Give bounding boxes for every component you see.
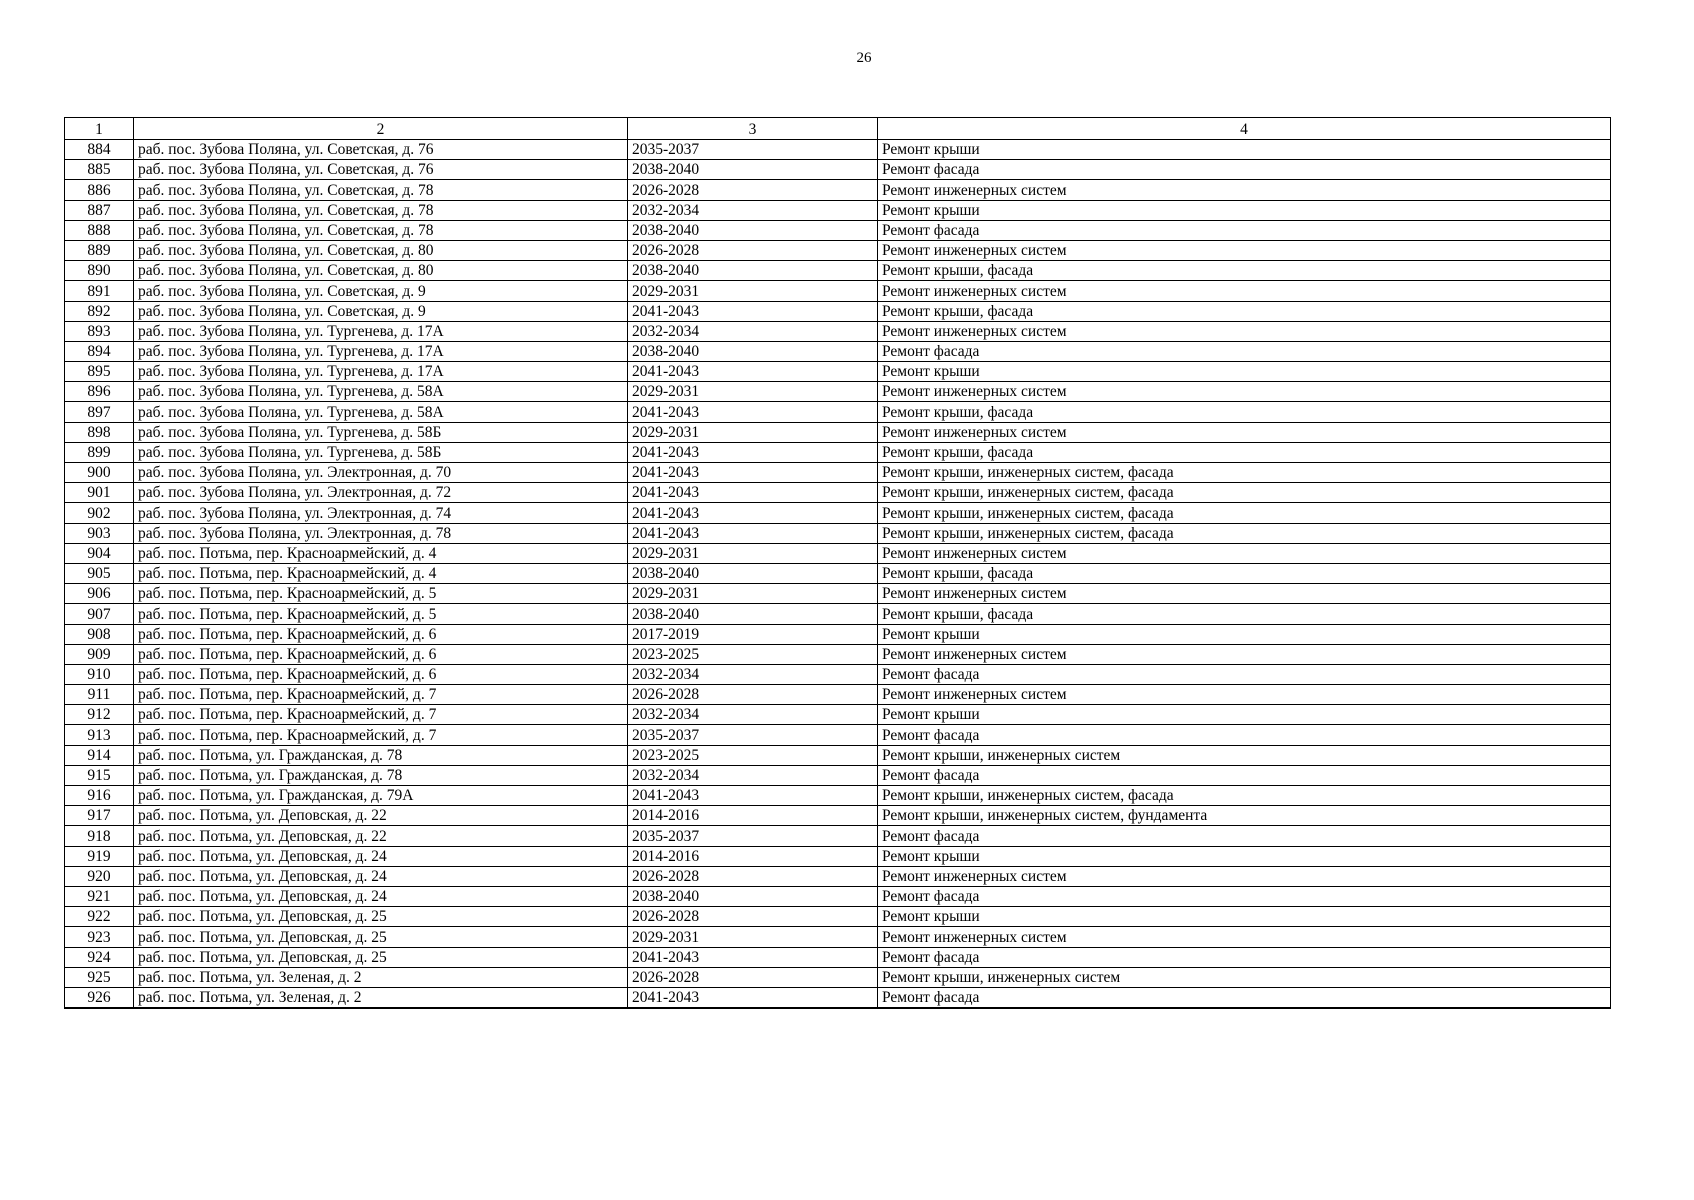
row-number-cell: 885 (65, 160, 134, 180)
period-cell: 2026-2028 (628, 907, 878, 927)
address-cell: раб. пос. Зубова Поляна, ул. Тургенева, д. 58А (134, 402, 628, 422)
work-type-cell: Ремонт крыши, фасада (878, 563, 1611, 583)
work-type-cell: Ремонт крыши, инженерных систем, фасада (878, 483, 1611, 503)
address-cell: раб. пос. Потьма, пер. Красноармейский, д. 7 (134, 705, 628, 725)
column-header-number: 1 (65, 118, 134, 140)
address-cell: раб. пос. Зубова Поляна, ул. Электронная, д. 78 (134, 523, 628, 543)
row-number-cell: 921 (65, 886, 134, 906)
table-row (65, 240, 1611, 260)
table-row (65, 705, 1611, 725)
work-type-cell: Ремонт инженерных систем (878, 543, 1611, 563)
table-row (65, 725, 1611, 745)
period-cell: 2038-2040 (628, 341, 878, 361)
address-cell: раб. пос. Потьма, ул. Зеленая, д. 2 (134, 967, 628, 987)
period-cell: 2041-2043 (628, 503, 878, 523)
period-cell: 2026-2028 (628, 180, 878, 200)
row-number-cell: 886 (65, 180, 134, 200)
row-number-cell: 900 (65, 463, 134, 483)
address-cell: раб. пос. Потьма, ул. Гражданская, д. 78 (134, 765, 628, 785)
address-cell: раб. пос. Потьма, пер. Красноармейский, д. 5 (134, 584, 628, 604)
address-cell: раб. пос. Потьма, пер. Красноармейский, д. 4 (134, 543, 628, 563)
address-cell: раб. пос. Потьма, пер. Красноармейский, д. 6 (134, 624, 628, 644)
table-header (65, 118, 1611, 140)
period-cell: 2014-2016 (628, 806, 878, 826)
table-row (65, 180, 1611, 200)
table-row (65, 886, 1611, 906)
period-cell: 2038-2040 (628, 563, 878, 583)
row-number-cell: 896 (65, 382, 134, 402)
period-cell: 2029-2031 (628, 382, 878, 402)
column-header-address: 2 (134, 118, 628, 140)
work-type-cell: Ремонт фасада (878, 220, 1611, 240)
row-number-cell: 898 (65, 422, 134, 442)
address-cell: раб. пос. Зубова Поляна, ул. Советская, д. 80 (134, 240, 628, 260)
table-row (65, 200, 1611, 220)
period-cell: 2032-2034 (628, 321, 878, 341)
table-row (65, 967, 1611, 987)
period-cell: 2026-2028 (628, 967, 878, 987)
work-type-cell: Ремонт инженерных систем (878, 584, 1611, 604)
period-cell: 2038-2040 (628, 886, 878, 906)
table-row (65, 362, 1611, 382)
table-row (65, 664, 1611, 684)
address-cell: раб. пос. Зубова Поляна, ул. Электронная, д. 74 (134, 503, 628, 523)
address-cell: раб. пос. Зубова Поляна, ул. Тургенева, д. 58Б (134, 442, 628, 462)
period-cell: 2029-2031 (628, 422, 878, 442)
address-cell: раб. пос. Зубова Поляна, ул. Тургенева, д. 58А (134, 382, 628, 402)
table-row (65, 442, 1611, 462)
address-cell: раб. пос. Зубова Поляна, ул. Советская, д. 78 (134, 180, 628, 200)
row-number-cell: 888 (65, 220, 134, 240)
row-number-cell: 925 (65, 967, 134, 987)
work-type-cell: Ремонт крыши (878, 362, 1611, 382)
table-row (65, 301, 1611, 321)
address-cell: раб. пос. Зубова Поляна, ул. Советская, д. 80 (134, 261, 628, 281)
address-cell: раб. пос. Зубова Поляна, ул. Советская, д. 76 (134, 140, 628, 160)
address-cell: раб. пос. Потьма, пер. Красноармейский, д. 4 (134, 563, 628, 583)
period-cell: 2035-2037 (628, 140, 878, 160)
address-cell: раб. пос. Зубова Поляна, ул. Тургенева, д. 17А (134, 341, 628, 361)
work-type-cell: Ремонт крыши, инженерных систем, фасада (878, 523, 1611, 543)
address-cell: раб. пос. Потьма, ул. Деповская, д. 25 (134, 947, 628, 967)
table-row (65, 140, 1611, 160)
table-row (65, 806, 1611, 826)
work-type-cell: Ремонт фасада (878, 886, 1611, 906)
address-cell: раб. пос. Потьма, ул. Деповская, д. 22 (134, 806, 628, 826)
period-cell: 2029-2031 (628, 543, 878, 563)
period-cell: 2038-2040 (628, 220, 878, 240)
address-cell: раб. пос. Потьма, пер. Красноармейский, д. 7 (134, 725, 628, 745)
work-type-cell: Ремонт фасада (878, 765, 1611, 785)
work-type-cell: Ремонт крыши (878, 624, 1611, 644)
work-type-cell: Ремонт инженерных систем (878, 644, 1611, 664)
row-number-cell: 889 (65, 240, 134, 260)
address-cell: раб. пос. Зубова Поляна, ул. Советская, д. 9 (134, 281, 628, 301)
address-cell: раб. пос. Потьма, ул. Деповская, д. 22 (134, 826, 628, 846)
work-type-cell: Ремонт крыши (878, 705, 1611, 725)
row-number-cell: 907 (65, 604, 134, 624)
table-row (65, 987, 1611, 1008)
address-cell: раб. пос. Потьма, ул. Деповская, д. 25 (134, 907, 628, 927)
period-cell: 2029-2031 (628, 281, 878, 301)
period-cell: 2038-2040 (628, 604, 878, 624)
period-cell: 2041-2043 (628, 442, 878, 462)
period-cell: 2041-2043 (628, 402, 878, 422)
row-number-cell: 895 (65, 362, 134, 382)
period-cell: 2041-2043 (628, 947, 878, 967)
work-type-cell: Ремонт крыши, инженерных систем (878, 745, 1611, 765)
work-type-cell: Ремонт крыши, фасада (878, 261, 1611, 281)
table-row (65, 483, 1611, 503)
row-number-cell: 913 (65, 725, 134, 745)
table-row (65, 220, 1611, 240)
work-type-cell: Ремонт инженерных систем (878, 685, 1611, 705)
period-cell: 2041-2043 (628, 987, 878, 1008)
address-cell: раб. пос. Потьма, ул. Деповская, д. 24 (134, 866, 628, 886)
work-type-cell: Ремонт фасада (878, 341, 1611, 361)
table-row (65, 382, 1611, 402)
row-number-cell: 922 (65, 907, 134, 927)
row-number-cell: 903 (65, 523, 134, 543)
period-cell: 2026-2028 (628, 240, 878, 260)
table-row (65, 321, 1611, 341)
period-cell: 2038-2040 (628, 160, 878, 180)
work-type-cell: Ремонт крыши (878, 200, 1611, 220)
row-number-cell: 914 (65, 745, 134, 765)
address-cell: раб. пос. Потьма, ул. Деповская, д. 25 (134, 927, 628, 947)
work-type-cell: Ремонт крыши, инженерных систем, фасада (878, 786, 1611, 806)
period-cell: 2035-2037 (628, 826, 878, 846)
row-number-cell: 920 (65, 866, 134, 886)
address-cell: раб. пос. Зубова Поляна, ул. Тургенева, д. 17А (134, 321, 628, 341)
period-cell: 2041-2043 (628, 463, 878, 483)
table-row (65, 644, 1611, 664)
address-cell: раб. пос. Зубова Поляна, ул. Советская, д. 78 (134, 200, 628, 220)
work-type-cell: Ремонт крыши, инженерных систем, фасада (878, 503, 1611, 523)
address-cell: раб. пос. Потьма, пер. Красноармейский, д. 5 (134, 604, 628, 624)
row-number-cell: 926 (65, 987, 134, 1008)
row-number-cell: 911 (65, 685, 134, 705)
period-cell: 2032-2034 (628, 664, 878, 684)
work-type-cell: Ремонт фасада (878, 664, 1611, 684)
table-row (65, 563, 1611, 583)
address-cell: раб. пос. Потьма, ул. Деповская, д. 24 (134, 886, 628, 906)
row-number-cell: 908 (65, 624, 134, 644)
work-type-cell: Ремонт инженерных систем (878, 321, 1611, 341)
address-cell: раб. пос. Потьма, пер. Красноармейский, д. 7 (134, 685, 628, 705)
table-row (65, 503, 1611, 523)
row-number-cell: 910 (65, 664, 134, 684)
table-row (65, 846, 1611, 866)
address-cell: раб. пос. Потьма, ул. Деповская, д. 24 (134, 846, 628, 866)
table-row (65, 281, 1611, 301)
work-type-cell: Ремонт инженерных систем (878, 240, 1611, 260)
work-type-cell: Ремонт крыши, фасада (878, 402, 1611, 422)
table-row (65, 624, 1611, 644)
period-cell: 2038-2040 (628, 261, 878, 281)
address-cell: раб. пос. Зубова Поляна, ул. Советская, д. 9 (134, 301, 628, 321)
period-cell: 2029-2031 (628, 584, 878, 604)
work-type-cell: Ремонт фасада (878, 987, 1611, 1008)
work-type-cell: Ремонт крыши, инженерных систем (878, 967, 1611, 987)
work-type-cell: Ремонт инженерных систем (878, 281, 1611, 301)
address-cell: раб. пос. Зубова Поляна, ул. Электронная, д. 72 (134, 483, 628, 503)
period-cell: 2023-2025 (628, 745, 878, 765)
table-row (65, 745, 1611, 765)
period-cell: 2041-2043 (628, 786, 878, 806)
row-number-cell: 901 (65, 483, 134, 503)
row-number-cell: 899 (65, 442, 134, 462)
row-number-cell: 924 (65, 947, 134, 967)
row-number-cell: 909 (65, 644, 134, 664)
row-number-cell: 890 (65, 261, 134, 281)
work-type-cell: Ремонт крыши, фасада (878, 301, 1611, 321)
work-type-cell: Ремонт инженерных систем (878, 382, 1611, 402)
column-header-period: 3 (628, 118, 878, 140)
address-cell: раб. пос. Зубова Поляна, ул. Советская, д. 78 (134, 220, 628, 240)
period-cell: 2035-2037 (628, 725, 878, 745)
table-row (65, 422, 1611, 442)
work-type-cell: Ремонт фасада (878, 826, 1611, 846)
work-type-cell: Ремонт инженерных систем (878, 180, 1611, 200)
row-number-cell: 906 (65, 584, 134, 604)
table-body (65, 140, 1611, 1008)
row-number-cell: 893 (65, 321, 134, 341)
table-row (65, 604, 1611, 624)
period-cell: 2017-2019 (628, 624, 878, 644)
period-cell: 2032-2034 (628, 765, 878, 785)
column-header-work: 4 (878, 118, 1611, 140)
period-cell: 2026-2028 (628, 685, 878, 705)
row-number-cell: 915 (65, 765, 134, 785)
address-cell: раб. пос. Зубова Поляна, ул. Советская, д. 76 (134, 160, 628, 180)
row-number-cell: 917 (65, 806, 134, 826)
row-number-cell: 894 (65, 341, 134, 361)
table-row (65, 584, 1611, 604)
row-number-cell: 891 (65, 281, 134, 301)
work-type-cell: Ремонт крыши, инженерных систем, фасада (878, 463, 1611, 483)
period-cell: 2032-2034 (628, 705, 878, 725)
row-number-cell: 923 (65, 927, 134, 947)
period-cell: 2041-2043 (628, 301, 878, 321)
address-cell: раб. пос. Зубова Поляна, ул. Тургенева, д. 17А (134, 362, 628, 382)
row-number-cell: 887 (65, 200, 134, 220)
row-number-cell: 905 (65, 563, 134, 583)
row-number-cell: 892 (65, 301, 134, 321)
table-row (65, 866, 1611, 886)
work-type-cell: Ремонт фасада (878, 725, 1611, 745)
row-number-cell: 897 (65, 402, 134, 422)
table-row (65, 786, 1611, 806)
table-row (65, 543, 1611, 563)
work-type-cell: Ремонт крыши, инженерных систем, фундамента (878, 806, 1611, 826)
address-cell: раб. пос. Зубова Поляна, ул. Тургенева, д. 58Б (134, 422, 628, 442)
period-cell: 2023-2025 (628, 644, 878, 664)
table-row (65, 826, 1611, 846)
table-row (65, 947, 1611, 967)
table-row (65, 907, 1611, 927)
period-cell: 2041-2043 (628, 483, 878, 503)
work-type-cell: Ремонт инженерных систем (878, 927, 1611, 947)
row-number-cell: 904 (65, 543, 134, 563)
period-cell: 2041-2043 (628, 362, 878, 382)
period-cell: 2026-2028 (628, 866, 878, 886)
row-number-cell: 912 (65, 705, 134, 725)
row-number-cell: 916 (65, 786, 134, 806)
work-type-cell: Ремонт крыши, фасада (878, 442, 1611, 462)
work-type-cell: Ремонт инженерных систем (878, 422, 1611, 442)
address-cell: раб. пос. Потьма, ул. Гражданская, д. 78 (134, 745, 628, 765)
row-number-cell: 918 (65, 826, 134, 846)
header-row (65, 118, 1611, 140)
address-cell: раб. пос. Потьма, пер. Красноармейский, д. 6 (134, 664, 628, 684)
repair-schedule-table (64, 117, 1611, 1009)
work-type-cell: Ремонт крыши (878, 846, 1611, 866)
work-type-cell: Ремонт фасада (878, 947, 1611, 967)
row-number-cell: 884 (65, 140, 134, 160)
address-cell: раб. пос. Потьма, пер. Красноармейский, д. 6 (134, 644, 628, 664)
period-cell: 2041-2043 (628, 523, 878, 543)
work-type-cell: Ремонт крыши, фасада (878, 604, 1611, 624)
table-row (65, 341, 1611, 361)
work-type-cell: Ремонт фасада (878, 160, 1611, 180)
table-row (65, 927, 1611, 947)
page-number: 26 (856, 50, 872, 66)
row-number-cell: 919 (65, 846, 134, 866)
period-cell: 2014-2016 (628, 846, 878, 866)
work-type-cell: Ремонт инженерных систем (878, 866, 1611, 886)
period-cell: 2032-2034 (628, 200, 878, 220)
period-cell: 2029-2031 (628, 927, 878, 947)
table-row (65, 463, 1611, 483)
table-row (65, 685, 1611, 705)
work-type-cell: Ремонт крыши (878, 907, 1611, 927)
row-number-cell: 902 (65, 503, 134, 523)
address-cell: раб. пос. Зубова Поляна, ул. Электронная, д. 70 (134, 463, 628, 483)
address-cell: раб. пос. Потьма, ул. Зеленая, д. 2 (134, 987, 628, 1008)
address-cell: раб. пос. Потьма, ул. Гражданская, д. 79А (134, 786, 628, 806)
table-row (65, 160, 1611, 180)
table-row (65, 523, 1611, 543)
table-row (65, 402, 1611, 422)
work-type-cell: Ремонт крыши (878, 140, 1611, 160)
table-row (65, 765, 1611, 785)
table-row (65, 261, 1611, 281)
